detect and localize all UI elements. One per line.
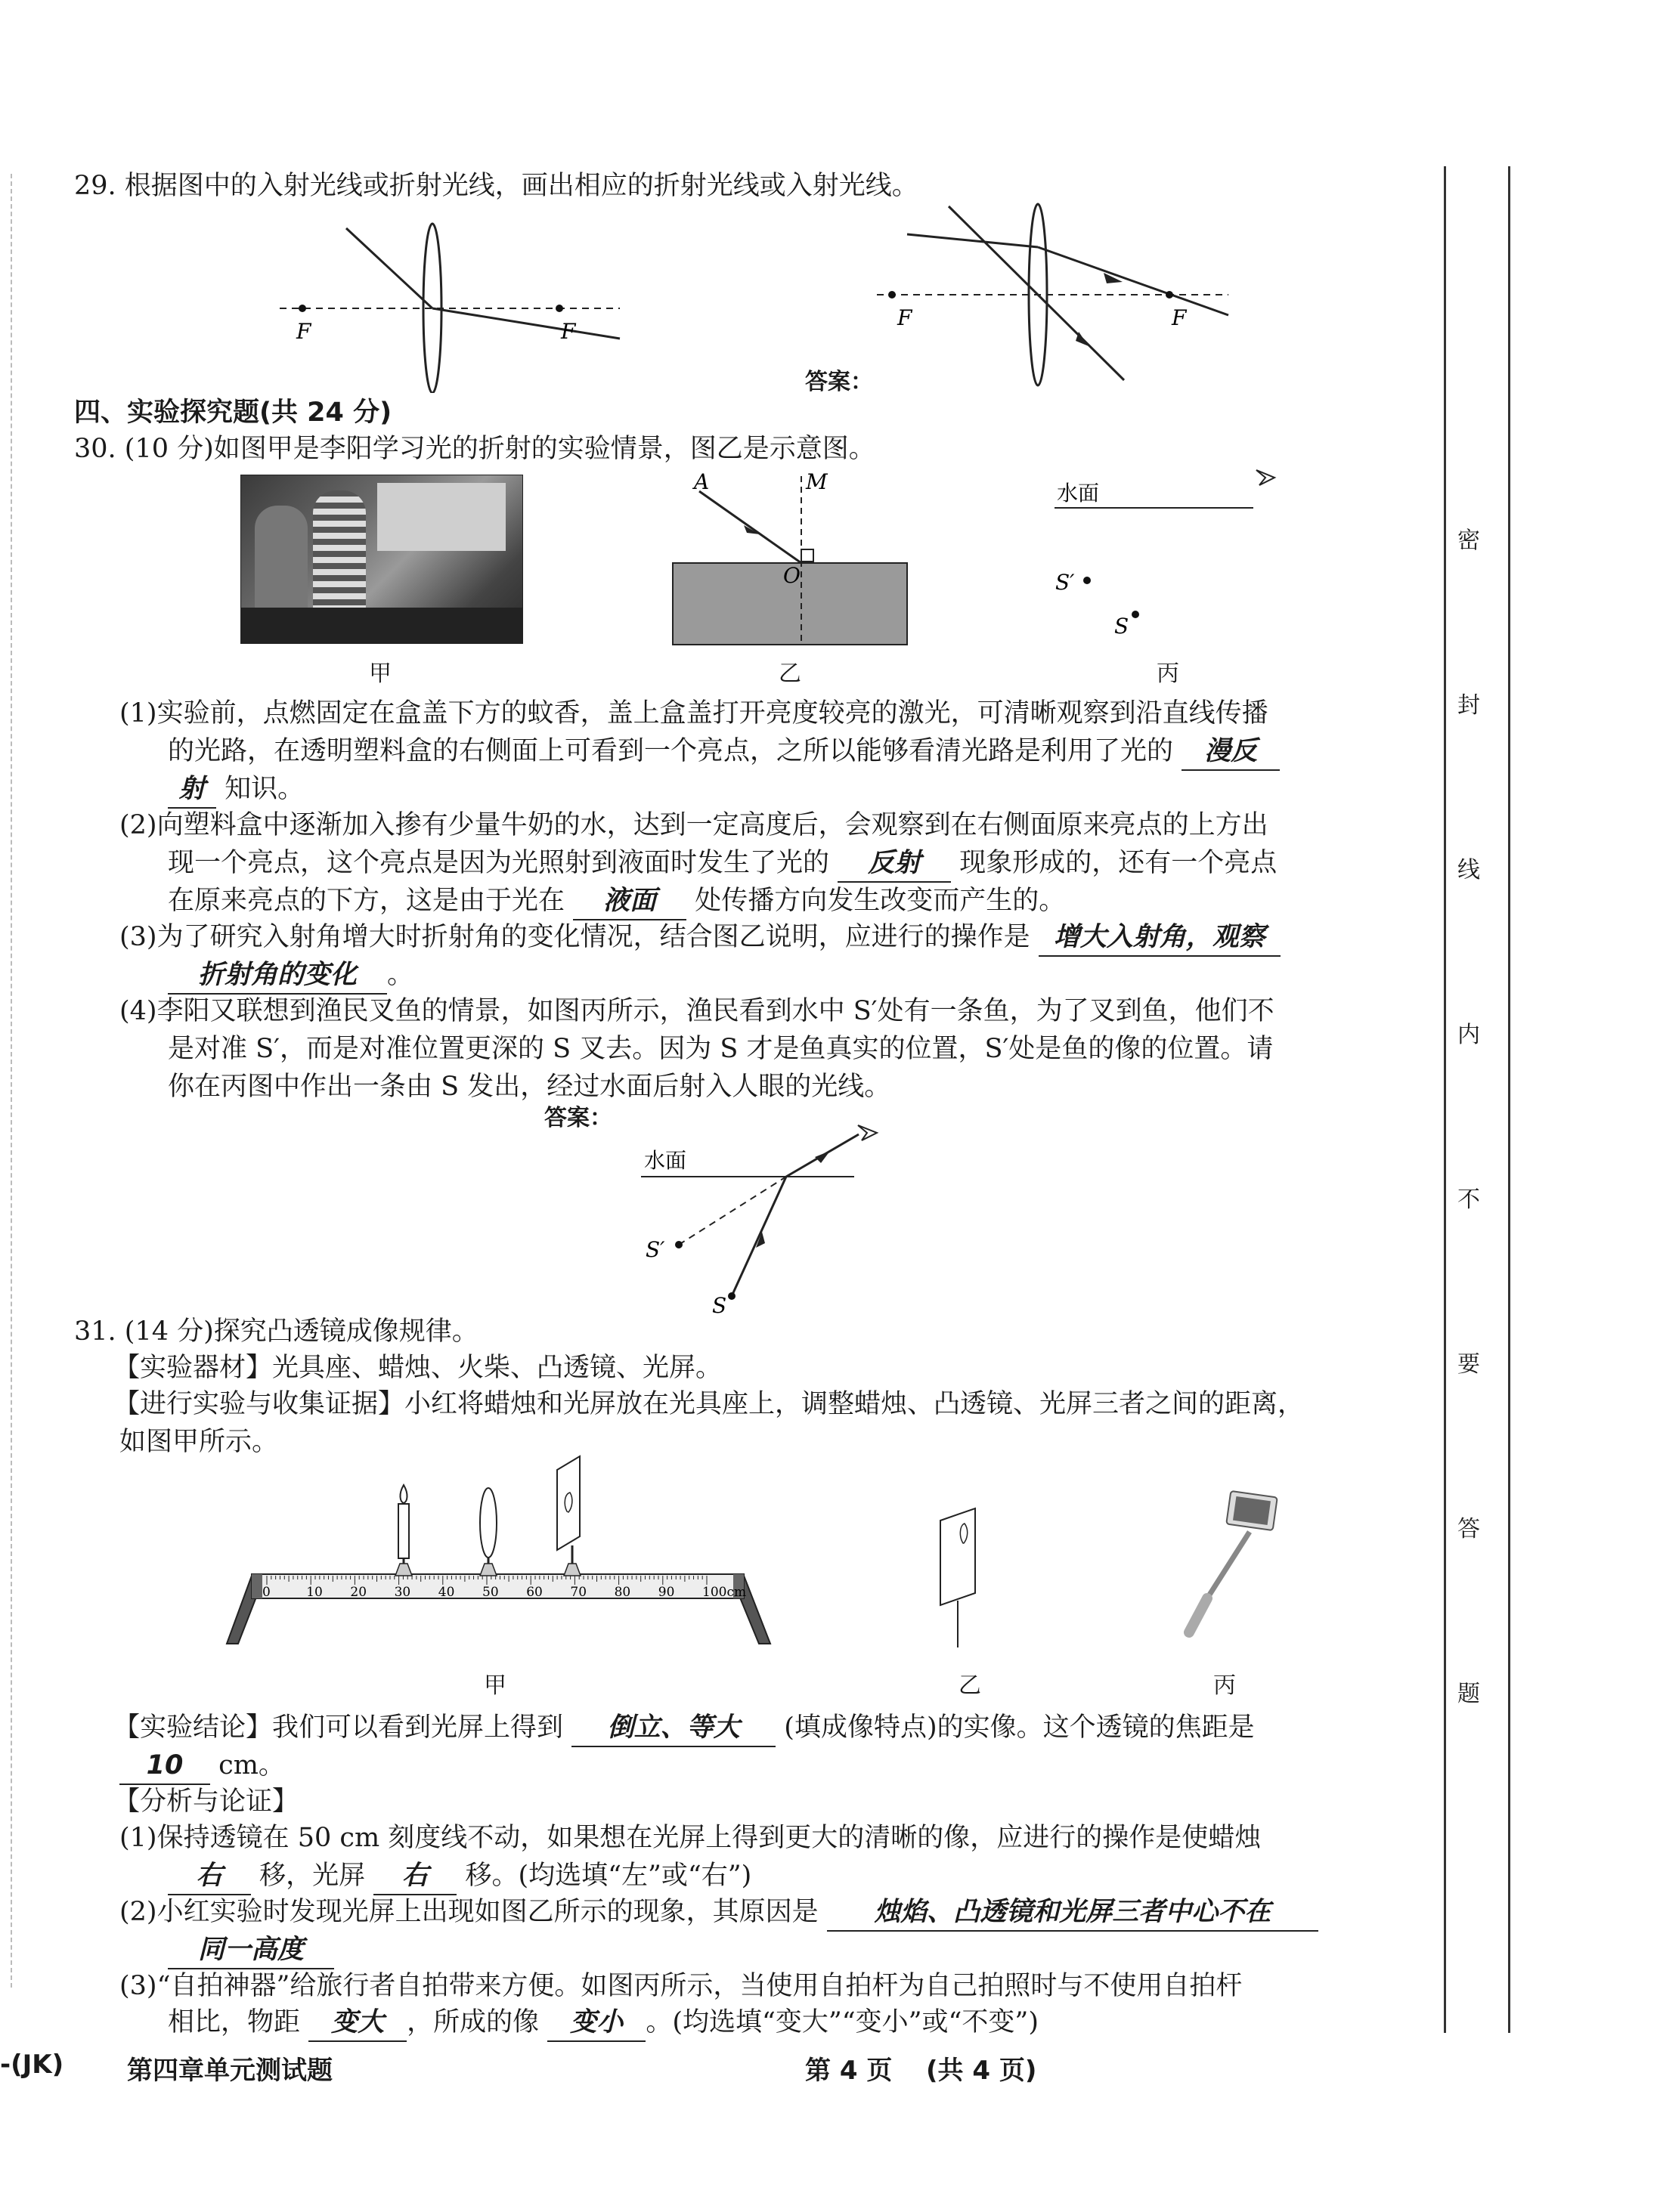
q30-label-jia: 甲 bbox=[369, 661, 392, 687]
q30-label-bing: 丙 bbox=[1157, 661, 1179, 687]
q31-analysis3-line1: (3)“自拍神器”给旅行者自拍带来方便。如图丙所示，当使用自拍杆为自己拍照时与不使用自拍杆 bbox=[119, 1971, 1243, 2001]
q31-analysis2-line1: (2)小红实验时发现光屏上出现如图乙所示的现象，其原因是 烛焰、凸透镜和光屏三者中心不在 bbox=[119, 1894, 1318, 1932]
q30-p4-line3: 你在丙图中作出一条由 S 发出，经过水面后射入人眼的光线。 bbox=[168, 1072, 891, 1102]
q31-conclusion-answer-1: 倒立、等大 bbox=[571, 1709, 776, 1747]
q31-procedure-line2: 如图甲所示。 bbox=[119, 1427, 279, 1457]
footer-page: 第 4 页 bbox=[805, 2056, 893, 2086]
q29-focus-right-2: F bbox=[1172, 305, 1187, 330]
q30-answer-label: 答案： bbox=[544, 1105, 612, 1131]
ruler-tick-label: 40 bbox=[438, 1585, 455, 1600]
q29-diagram-right bbox=[873, 193, 1251, 393]
seal-strip-border-right bbox=[1508, 166, 1510, 2033]
q30-p2-answer-1: 反射 bbox=[838, 845, 951, 883]
q30-p1-line2: 的光路，在透明塑料盒的右侧面上可看到一个亮点，之所以能够看清光路是利用了光的 漫反 bbox=[168, 733, 1280, 771]
q31-analysis2-line2 bbox=[168, 1932, 334, 1969]
q31-procedure-line1: 【进行实验与收集证据】小红将蜡烛和光屏放在光具座上，调整蜡烛、凸透镜、光屏三者之间的距离， bbox=[113, 1389, 1305, 1419]
seal-strip-border-left bbox=[1444, 166, 1446, 2033]
q31-label-yi: 乙 bbox=[959, 1672, 981, 1699]
seal-char-7: 答 bbox=[1457, 1516, 1480, 1542]
q30-p1-answer-b: 射 bbox=[168, 771, 216, 809]
q31-optical-bench bbox=[223, 1440, 782, 1659]
q30-yi-label-A: A bbox=[694, 469, 710, 494]
ruler-tick-label: 0 bbox=[262, 1585, 271, 1600]
seal-char-5: 不 bbox=[1457, 1186, 1480, 1213]
q30-p2-line2: 现一个亮点，这个亮点是因为光照射到液面时发生了光的 反射 现象形成的，还有一个亮点 bbox=[168, 845, 1277, 883]
q30-p3-answer-a: 增大入射角，观察 bbox=[1039, 919, 1281, 957]
q30-p2-line3: 在原来亮点的下方，这是由于光在 液面 处传播方向发生改变而产生的。 bbox=[168, 883, 1065, 920]
q31-analysis1-line1: (1)保持透镜在 50 cm 刻度线不动，如果想在光屏上得到更大的清晰的像，应进行的操作是使蜡烛 bbox=[119, 1823, 1262, 1853]
left-margin-line bbox=[11, 174, 12, 1988]
q31-analysis1-answer-2: 右 bbox=[373, 1858, 457, 1895]
q29-text: 29. 根据图中的入射光线或折射光线，画出相应的折射光线或入射光线。 bbox=[74, 171, 918, 201]
q31-selfie-stick bbox=[1153, 1485, 1304, 1659]
ruler-tick-label: 20 bbox=[350, 1585, 367, 1600]
q30-ans-Sprime: S′ bbox=[646, 1237, 665, 1262]
q30-p3-line2: 折射角的变化 。 bbox=[168, 957, 413, 995]
q31-analysis3-answer-2: 变小 bbox=[547, 2004, 646, 2042]
q29-focus-left-2: F bbox=[561, 319, 576, 344]
seal-char-1: 密 bbox=[1457, 527, 1480, 554]
q30-p1-line3: 射 知识。 bbox=[168, 771, 304, 809]
q29-focus-right-1: F bbox=[897, 305, 912, 330]
ruler-tick-label: 80 bbox=[614, 1585, 631, 1600]
q31-conclusion-line2: 10 cm。 bbox=[119, 1747, 285, 1785]
q31-conclusion-answer-2: 10 bbox=[119, 1747, 210, 1785]
q30-p2-line1: (2)向塑料盒中逐渐加入掺有少量牛奶的水，达到一定高度后，会观察到在右侧面原来亮点的上方出 bbox=[119, 810, 1268, 840]
ruler-tick-label: 10 bbox=[306, 1585, 323, 1600]
q30-answer-diagram bbox=[635, 1115, 907, 1319]
q31-label-jia: 甲 bbox=[484, 1672, 506, 1699]
ruler-tick-label: 90 bbox=[658, 1585, 675, 1600]
footer-left: -(JK) bbox=[0, 2050, 64, 2080]
q30-p4-line2: 是对准 S′，而是对准位置更深的 S 叉去。因为 S 才是鱼真实的位置，S′处是鱼的像的位置。请 bbox=[168, 1034, 1274, 1064]
q31-analysis2-answer-b: 同一高度 bbox=[168, 1932, 334, 1969]
seal-char-3: 线 bbox=[1457, 857, 1480, 883]
q30-ans-water: 水面 bbox=[644, 1148, 687, 1173]
q30-p1-line1: (1)实验前，点燃固定在盒盖下方的蚊香，盖上盒盖打开亮度较亮的激光，可清晰观察到沿直线传播 bbox=[119, 698, 1268, 729]
q30-diagram-yi bbox=[665, 465, 915, 684]
q30-yi-label-M: M bbox=[806, 469, 828, 494]
q31-analysis3-line2: 相比，物距 变大 ，所成的像 变小 。(均选填“变大”“变小”或“不变”) bbox=[168, 2004, 1039, 2042]
section4-title: 四、实验探究题(共 24 分) bbox=[74, 398, 392, 428]
q31-screen-yi bbox=[930, 1504, 1005, 1655]
q31-analysis3-answer-1: 变大 bbox=[308, 2004, 407, 2042]
q30-diagram-bing bbox=[1051, 453, 1293, 650]
footer-total: (共 4 页) bbox=[926, 2056, 1037, 2086]
q29-diagram-left bbox=[272, 212, 635, 393]
ruler-tick-label: 70 bbox=[570, 1585, 587, 1600]
q30-p3-answer-b: 折射角的变化 bbox=[168, 957, 387, 995]
q30-ans-S: S bbox=[712, 1293, 727, 1318]
q31-equipment: 【实验器材】光具座、蜡烛、火柴、凸透镜、光屏。 bbox=[113, 1353, 723, 1383]
q30-intro: 30. (10 分)如图甲是李阳学习光的折射的实验情景，图乙是示意图。 bbox=[74, 434, 875, 464]
q31-label-bing: 丙 bbox=[1213, 1672, 1236, 1699]
q30-photo bbox=[240, 475, 523, 644]
footer-title: 第四章单元测试题 bbox=[127, 2056, 333, 2086]
q29-answer-label: 答案： bbox=[805, 369, 873, 395]
seal-char-2: 封 bbox=[1457, 692, 1480, 719]
q31-analysis1-answer-1: 右 bbox=[168, 1858, 251, 1895]
seal-char-4: 内 bbox=[1457, 1022, 1480, 1048]
q31-analysis2-answer-a: 烛焰、凸透镜和光屏三者中心不在 bbox=[827, 1894, 1318, 1932]
q31-analysis1-line2: 右 移，光屏 右 移。(均选填“左”或“右”) bbox=[168, 1858, 751, 1895]
q30-yi-label-O: O bbox=[783, 563, 801, 588]
q30-p3-line1: (3)为了研究入射角增大时折射角的变化情况，结合图乙说明，应进行的操作是 增大入射角，观察 bbox=[119, 919, 1281, 957]
q30-p2-answer-2: 液面 bbox=[573, 883, 686, 920]
seal-char-8: 题 bbox=[1457, 1681, 1480, 1707]
q30-bing-S: S bbox=[1114, 614, 1129, 639]
q30-p1-answer-a: 漫反 bbox=[1182, 733, 1280, 771]
q31-intro: 31. (14 分)探究凸透镜成像规律。 bbox=[74, 1316, 478, 1347]
ruler-tick-label: 30 bbox=[394, 1585, 411, 1600]
q30-bing-water: 水面 bbox=[1057, 481, 1100, 506]
q30-label-yi: 乙 bbox=[779, 661, 801, 687]
q30-bing-Sprime: S′ bbox=[1055, 570, 1075, 595]
ruler-tick-label: 100cm bbox=[702, 1585, 747, 1600]
q31-conclusion-line1: 【实验结论】我们可以看到光屏上得到 倒立、等大 (填成像特点)的实像。这个透镜的焦距是 bbox=[113, 1709, 1255, 1747]
seal-char-6: 要 bbox=[1457, 1351, 1480, 1378]
ruler-tick-label: 60 bbox=[526, 1585, 543, 1600]
q30-p4-line1: (4)李阳又联想到渔民叉鱼的情景，如图丙所示，渔民看到水中 S′处有一条鱼，为了叉到鱼，他们不 bbox=[119, 996, 1274, 1026]
q31-analysis-title: 【分析与论证】 bbox=[113, 1787, 299, 1817]
q29-focus-left-1: F bbox=[296, 319, 311, 344]
ruler-tick-label: 50 bbox=[482, 1585, 499, 1600]
